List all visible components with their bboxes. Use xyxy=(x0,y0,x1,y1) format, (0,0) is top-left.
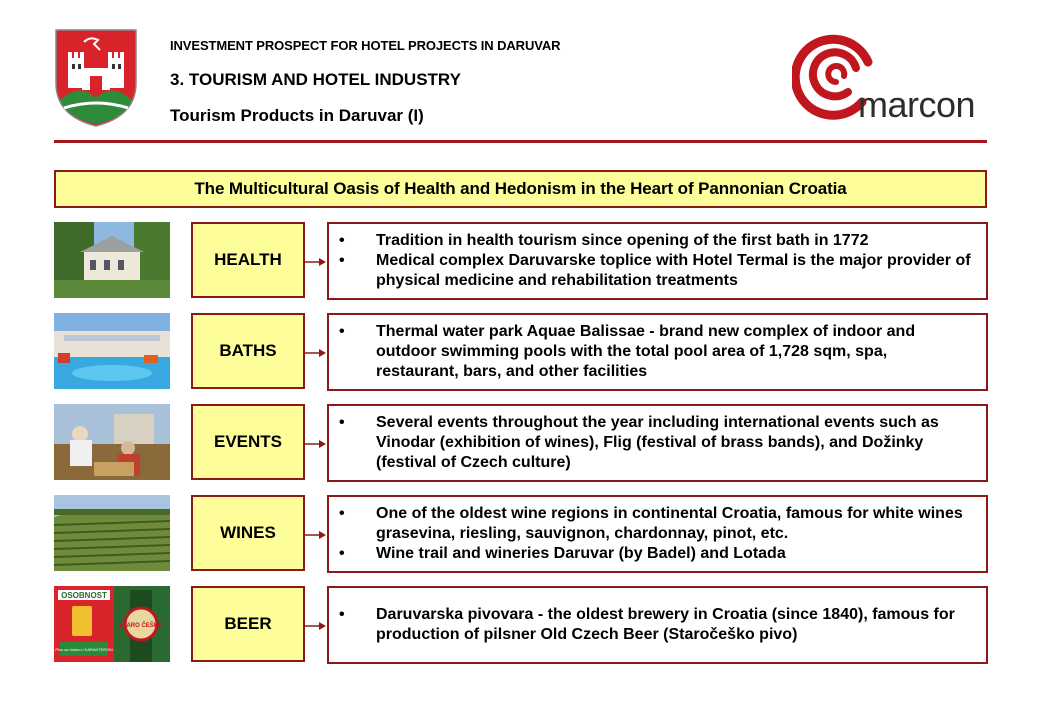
section-heading: 3. TOURISM AND HOTEL INDUSTRY xyxy=(170,70,461,89)
arrow-icon xyxy=(305,438,327,450)
beer-photo xyxy=(54,586,170,662)
product-row-events xyxy=(0,404,1040,484)
beer-description xyxy=(327,586,988,664)
bullet-item: • One of the oldest wine regions in continental Croatia, famous for white wines grasevina, riesling, sauvignon, chardonnay, pinot, etc. xyxy=(339,505,963,542)
baths-description xyxy=(327,313,988,391)
bullet-item: • Wine trail and wineries Daruvar (by Badel) and Lotada xyxy=(339,545,786,562)
logo-wordmark: marcon xyxy=(858,84,976,125)
arrow-icon xyxy=(305,620,327,632)
health-photo xyxy=(54,222,170,298)
product-row-health xyxy=(0,222,1040,302)
events-label: EVENTS xyxy=(191,404,305,480)
bullet-item: • Several events throughout the year including international events such as Vinodar (exhibition of wines), Flig (festival of brass bands), and Dožinky (festival of Czech culture) xyxy=(339,414,939,471)
arrow-icon xyxy=(305,529,327,541)
beer-sign-bottom: Pivo sa dušom i KARAKTEROM xyxy=(55,647,113,652)
beer-label: BEER xyxy=(191,586,305,662)
bullet-item: • Thermal water park Aquae Balissae - brand new complex of indoor and outdoor swimming pools with the total pool area of 1,728 sqm, spa, restaurant, bars, and other facilities xyxy=(339,323,916,380)
bottle-label: STARO ČEŠKO xyxy=(119,623,163,629)
events-description xyxy=(327,404,988,482)
banner: The Multicultural Oasis of Health and Hedonism in the Heart of Pannonian Croatia xyxy=(54,170,987,208)
page-title: Tourism Products in Daruvar (I) xyxy=(170,106,424,125)
health-label: HEALTH xyxy=(191,222,305,298)
bullet-item: • Daruvarska pivovara - the oldest brewery in Croatia (since 1840), famous for production of pilsner Old Czech Beer (Staročeško pivo) xyxy=(339,606,955,643)
arrow-icon xyxy=(305,256,327,268)
bullet-item: • Medical complex Daruvarske toplice with Hotel Termal is the major provider of physical medicine and rehabilitation treatments xyxy=(339,252,971,289)
wines-description xyxy=(327,495,988,573)
arrow-icon xyxy=(305,347,327,359)
product-row-wines xyxy=(0,495,1040,575)
header-subtitle: INVESTMENT PROSPECT FOR HOTEL PROJECTS IN DARUVAR xyxy=(170,38,561,53)
beer-sign-top: OSOBNOST xyxy=(61,591,107,600)
wines-photo xyxy=(54,495,170,571)
coat-of-arms-icon xyxy=(54,28,138,128)
bullet-item: • Tradition in health tourism since opening of the first bath in 1772 xyxy=(339,232,869,249)
baths-label: BATHS xyxy=(191,313,305,389)
product-row-beer xyxy=(0,586,1040,666)
baths-photo xyxy=(54,313,170,389)
health-description xyxy=(327,222,988,300)
header-divider xyxy=(54,140,987,143)
product-row-baths xyxy=(0,313,1040,393)
wines-label: WINES xyxy=(191,495,305,571)
events-photo xyxy=(54,404,170,480)
